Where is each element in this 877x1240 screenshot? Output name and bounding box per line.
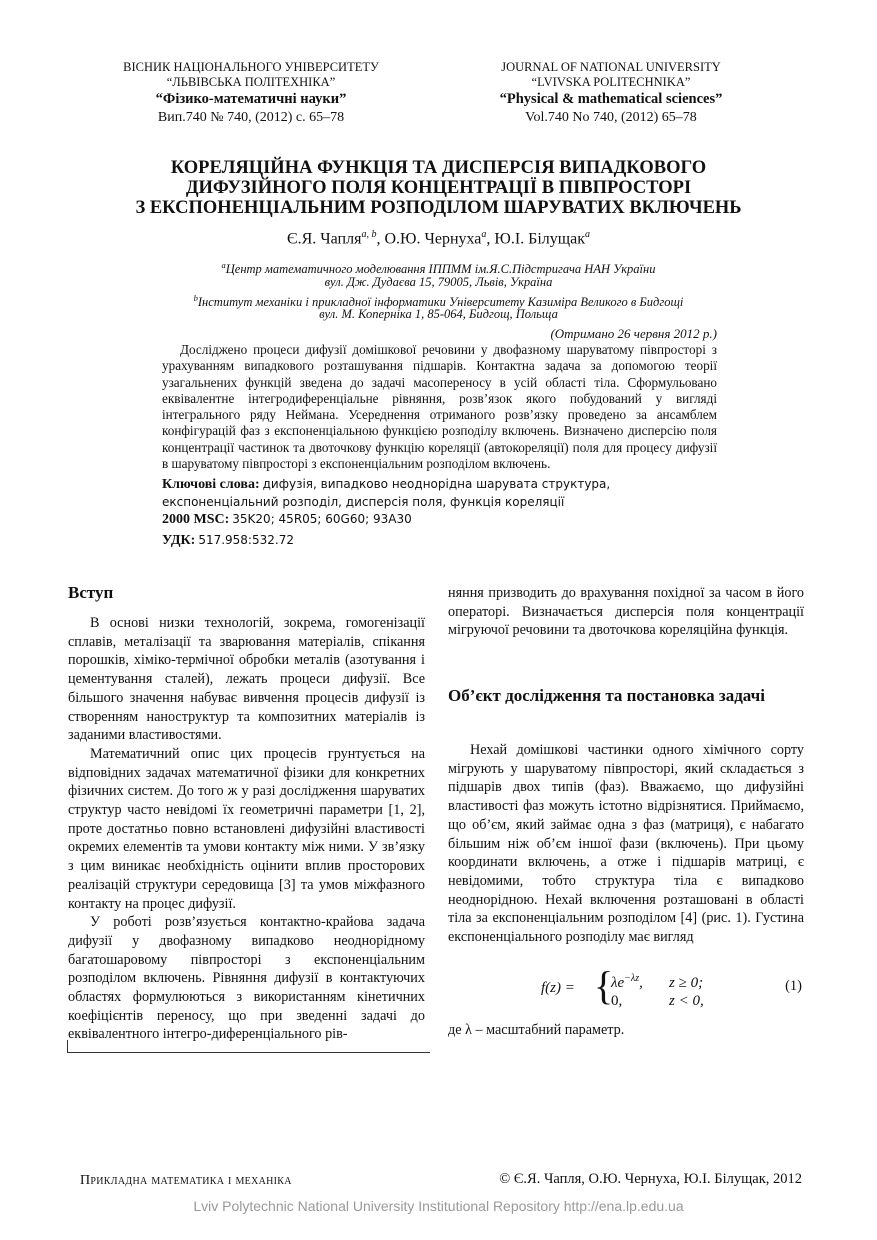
- paragraph: В основі низки технологій, зокрема, гомогенізації сплавів, металізації та зварювання матеріалів, спікання порошків, хіміко-термічної обробки металів (азотування і цементування сталей), лежать процеси дифузії. Все більшого значення набуває вивчення процесів дифузії із створенням наноструктур та композитних матеріалів із заданими властивостями.: [68, 615, 425, 744]
- footer-journal-section: Прикладна математика і механіка: [80, 1173, 292, 1188]
- repository-watermark: Lviv Polytechnic National University Institutional Repository http://ena.lp.edu.ua: [193, 1198, 684, 1214]
- case-2-value: 0,: [611, 993, 623, 1009]
- title-line-3: З ЕКСПОНЕНЦІАЛЬНИМ РОЗПОДІЛОМ ШАРУВАТИХ ВКЛЮЧЕНЬ: [135, 198, 742, 218]
- case-1-exponent: −λz: [624, 973, 640, 984]
- journal-name-line1: ВІСНИК НАЦІОНАЛЬНОГО УНІВЕРСИТЕТУ: [123, 60, 379, 74]
- title-line-2: ДИФУЗІЙНОГО ПОЛЯ КОНЦЕНТРАЦІЇ В ПІВПРОСТОРІ: [185, 178, 692, 198]
- affiliation-a-marker: a: [221, 260, 226, 270]
- udk-code: 517.958:532.72: [198, 533, 294, 547]
- received-date: (Отримано 26 червня 2012 р.): [550, 326, 717, 341]
- journal-volume: Vol.740 No 740, (2012) 65–78: [525, 110, 697, 125]
- udk-classification: [162, 533, 294, 549]
- section-heading-problem-statement: Об’єкт дослідження та постановка задачі: [448, 686, 765, 705]
- affiliation-b-address: вул. М. Коперніка 1, 85-064, Бидгощ, Польща: [319, 307, 558, 321]
- abstract-text: Досліджено процеси дифузії домішкової речовини у двофазному шаруватому півпросторі з урахуванням випадкового розташування підшарів. Контактна задача за допомогою теорії узагальнених функцій зведена до задачі масопереносу в усій області тіла. Сформульовано еквівалентне інтегродиференціальне рівняння, розв’язок якого побудований у вигляді інтегрального ряду Неймана. Усереднення отриманого розв’язку проведено за ансамблем конфігурацій фаз з експоненціальною функцією розподілу включень. Визначено дисперсію поля концентрації частинок та двоточкову функцію кореляції (автокореляції) поля для процесу дифузії в шаруватому півпросторі з експоненціальним розподілом включень.: [162, 342, 717, 472]
- author-3: , Ю.І. Білущак: [486, 230, 585, 248]
- brace-symbol: {: [594, 963, 614, 1008]
- author-3-affil: a: [584, 229, 590, 240]
- keywords-label: Ключові слова:: [162, 477, 260, 492]
- right-column-text: [448, 741, 804, 947]
- author-1: Є.Я. Чапля: [287, 230, 362, 248]
- case-1-condition: z ≥ 0;: [669, 975, 704, 991]
- journal-header-english: [446, 60, 776, 126]
- affiliation-b-marker: b: [193, 293, 198, 303]
- right-column-continuation: [448, 584, 804, 640]
- paragraph: няння призводить до врахування похідної за часом в його операторі. Визначається дисперсія поля концентрації мігруючої речовини та двоточкова кореляційна функція.: [448, 585, 804, 639]
- case-1-value: λe: [611, 975, 625, 991]
- author-1-affil: a, b: [361, 229, 377, 240]
- equation-number: (1): [785, 978, 802, 994]
- equation-lhs: f(z) =: [541, 980, 575, 996]
- case-2-condition: z < 0,: [669, 993, 704, 1009]
- author-2: , О.Ю. Чернуха: [376, 230, 482, 248]
- paragraph: У роботі розв’язується контактно-крайова задача дифузії у двофазному випадково неоднорідному багатошаровому півпросторі з експоненціальним розподілом включень. Рівняння дифузії в контактуючих областях формулюються з використанням кінетичних коефіцієнтів переносу, що при зведенні задачі до еквівалентного інтегро-диференціального рів-: [68, 914, 425, 1043]
- msc-classification: [162, 512, 412, 528]
- equation-1: [448, 963, 804, 1010]
- journal-name-line1: JOURNAL OF NATIONAL UNIVERSITY: [501, 60, 721, 74]
- author-2-affil: a: [481, 229, 487, 240]
- equation-cases: $\lambda e^{-\lambda z}$, z ≥ 0; 0, z < 0,: [611, 973, 704, 1009]
- paragraph: Нехай домішкові частинки одного хімічного сорту мігрують у шаруватому півпросторі, який складається з підшарів двох типів (фаз). Вважаємо, що дифузійні властивості фаз можуть істотно відрізнятися. Приймаємо, що об’єм, який займає одна з фаз (матриця), є набагато більшим ніж об’єм іншої фази (включень). При цьому координати включень, а отже і підшарів матриці, є невідомими, тобто структура тіла є випадково неоднорідною. Нехай включення розташовані в області тіла за експоненціальним розподілом [4] (рис. 1). Густина експоненціального розподілу має вигляд: [448, 742, 804, 946]
- journal-series: “Physical & mathematical sciences”: [499, 91, 723, 107]
- keywords: [162, 476, 717, 510]
- affiliation-a-name: Центр математичного моделювання ІППММ ім.Я.С.Підстригача НАН України: [225, 262, 656, 277]
- journal-name-line2: “ЛЬВІВСЬКА ПОЛІТЕХНІКА”: [166, 75, 336, 89]
- affiliation-a-address: вул. Дж. Дудаєва 15, 79005, Львів, Україна: [324, 275, 553, 289]
- section-heading-introduction: Вступ: [68, 583, 114, 602]
- footer-copyright: © Є.Я. Чапля, О.Ю. Чернуха, Ю.І. Білущак, 2012: [499, 1171, 802, 1187]
- paper-title: [60, 158, 817, 218]
- paragraph: Математичний опис цих процесів грунтується на відповідних задачах математичної фізики для конкретних фізичних систем. До того ж у разі дослідження шаруватих структур часто невідомі їх геометричні параметри [1, 2], проте достатньо повно встановлені дифузійні властивості окремих елементів та умови контакту між ними. У зв’язку з цим виникає необхідність оцінити вплив просторових реалізацій структури середовища [3] та умов міжфазного контакту на процес дифузії.: [68, 745, 425, 912]
- abstract: [162, 342, 717, 472]
- journal-name-line2: “LVIVSKA POLITECHNIKA”: [531, 75, 691, 89]
- title-line-1: КОРЕЛЯЦІЙНА ФУНКЦІЯ ТА ДИСПЕРСІЯ ВИПАДКОВОГО: [170, 158, 707, 178]
- affiliation-b-name: Інститут механіки і прикладної інформатики Університету Казиміра Великого в Бидгощі: [197, 295, 684, 310]
- left-column-text: [68, 614, 425, 1044]
- udk-label: УДК:: [162, 533, 196, 548]
- journal-header-ukrainian: [86, 60, 416, 126]
- msc-label: 2000 MSC:: [162, 512, 230, 527]
- equation-explanation: де λ – масштабний параметр.: [448, 1022, 625, 1038]
- column-end-rule: [67, 1040, 430, 1053]
- author-list: [0, 229, 877, 248]
- keywords-text: дифузія, випадково неоднорідна шарувата структура, експоненціальний розподіл, дисперсія поля, функція кореляції: [162, 477, 611, 509]
- journal-volume: Вип.740 № 740, (2012) с. 65–78: [157, 110, 345, 125]
- msc-codes: 35K20; 45R05; 60G60; 93A30: [232, 512, 412, 526]
- journal-series: “Фізико-математичні науки”: [155, 91, 347, 107]
